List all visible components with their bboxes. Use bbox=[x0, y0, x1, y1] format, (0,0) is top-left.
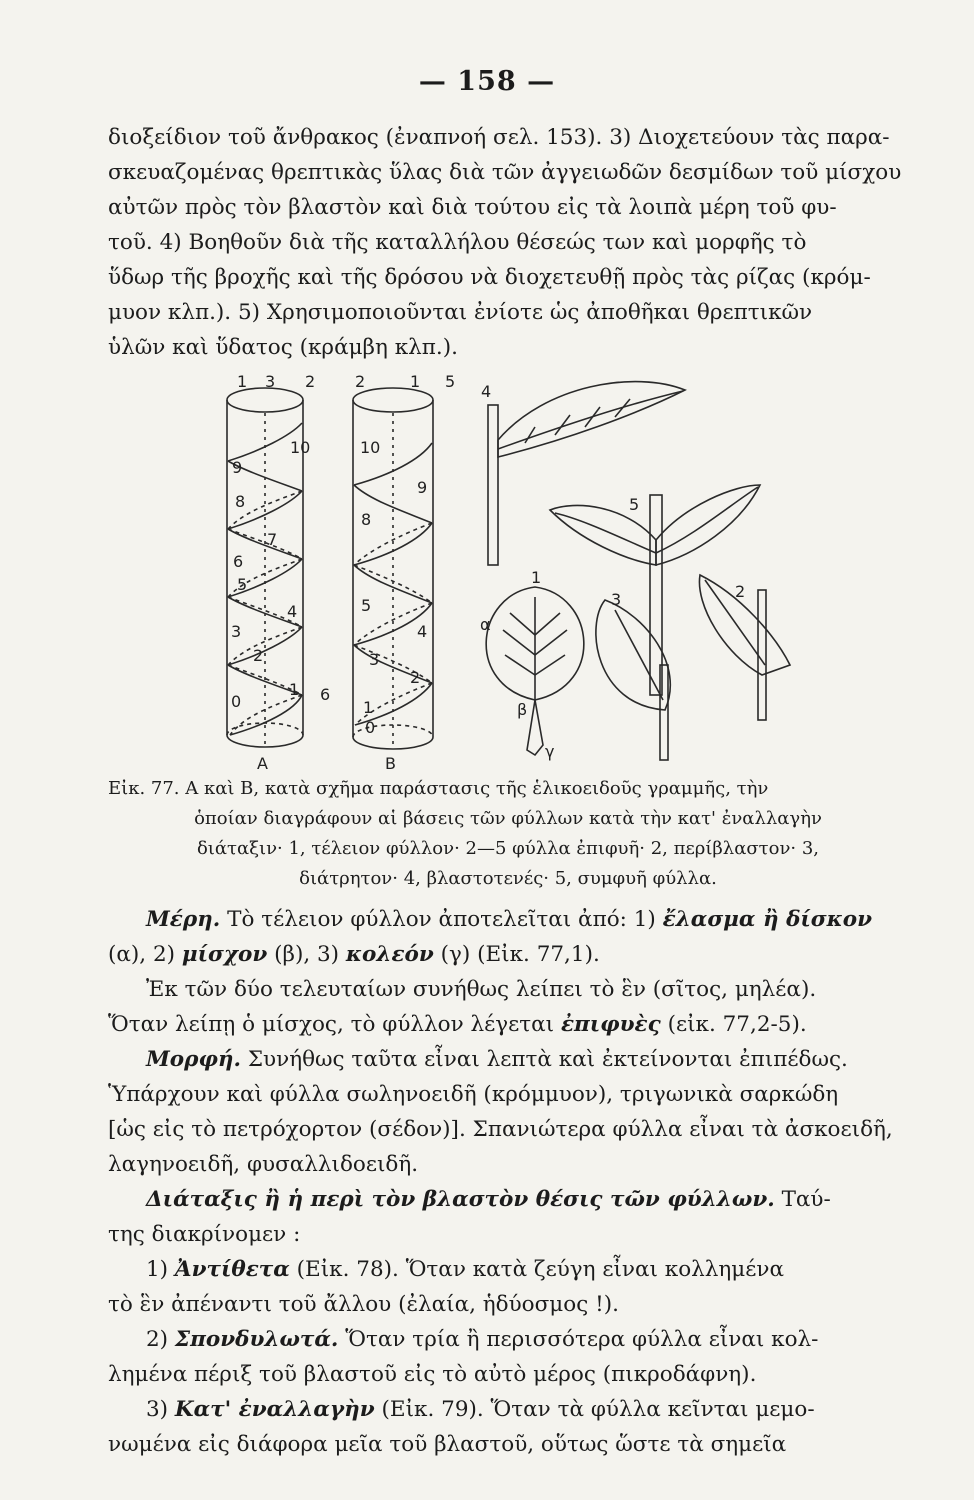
cyl-b-num: 3 bbox=[369, 650, 380, 669]
term-alternate: Κατ' ἐναλλαγὴν bbox=[174, 1397, 375, 1422]
item-number: 2) bbox=[146, 1327, 169, 1352]
cyl-b-num: 0 bbox=[365, 718, 376, 737]
text-line: λημένα πέριξ τοῦ βλαστοῦ εἰς τὸ αὐτὸ μέρος (πικροδάφνη). bbox=[108, 1362, 757, 1387]
page-number: — 158 — bbox=[418, 66, 556, 97]
text-line: τὸ ἓν ἀπέναντι τοῦ ἄλλου (ἐλαία, ἡδύοσμος !). bbox=[108, 1292, 619, 1317]
text-line: τοῦ. 4) Βοηθοῦν διὰ τῆς καταλλήλου θέσεώς των καὶ μορφῆς τὸ bbox=[108, 230, 807, 255]
leaf-label-2: 2 bbox=[735, 582, 746, 601]
text-span: (α), 2) bbox=[108, 942, 176, 967]
text-span: (εἰκ. 77,2-5). bbox=[667, 1012, 807, 1037]
text-span: Συνήθως ταῦτα εἶναι λεπτὰ καὶ ἐκτείνονται ἐπιπέδως. bbox=[247, 1047, 848, 1072]
text-line: αὐτῶν πρὸς τὸν βλαστὸν καὶ διὰ τούτου εἰς τὰ λοιπὰ μέρη τοῦ φυ- bbox=[108, 195, 837, 220]
cyl-a-num: 1 bbox=[289, 680, 300, 699]
term-opposite: Ἀντίθετα bbox=[174, 1257, 290, 1282]
term-whorled: Σπονδυλωτά. bbox=[174, 1327, 339, 1352]
text-span: (Εἰκ. 78). Ὅταν κατὰ ζεύγη εἶναι κολλημένα bbox=[296, 1257, 784, 1282]
cyl-b-top-1: 1 bbox=[410, 372, 421, 391]
cyl-b-num: 2 bbox=[410, 668, 421, 687]
text-line: διοξείδιον τοῦ ἄνθρακος (ἐναπνοή σελ. 153). 3) Διοχετεύουν τὰς παρα- bbox=[108, 125, 890, 150]
cyl-a-top-2: 2 bbox=[305, 372, 316, 391]
term-petiole: μίσχον bbox=[181, 942, 268, 967]
leaf-label-1: 1 bbox=[531, 568, 542, 587]
caption-line: διάταξιν· 1, τέλειον φύλλον· 2—5 φύλλα ἐπιφυῆ· 2, περίβλαστον· 3, bbox=[196, 838, 820, 859]
cyl-a-top-3: 3 bbox=[265, 372, 276, 391]
label-6: 6 bbox=[320, 685, 331, 704]
text-span: Ταύ- bbox=[781, 1187, 831, 1212]
term-sheath: κολεόν bbox=[345, 942, 434, 967]
term-arrangement: Διάταξις ἢ ἡ περὶ τὸν βλαστὸν θέσις τῶν φύλλων. bbox=[146, 1187, 775, 1212]
cyl-a-num: 4 bbox=[287, 602, 298, 621]
text-span: (β), 3) bbox=[274, 942, 340, 967]
cyl-a-num: 9 bbox=[232, 458, 243, 477]
text-span: Τὸ τέλειον φύλλον ἀποτελεῖται ἀπό: 1) bbox=[227, 907, 656, 932]
caption-line: Εἰκ. 77. Α καὶ Β, κατὰ σχῆμα παράστασις τῆς ἑλικοειδοῦς γραμμῆς, τὴν bbox=[108, 778, 769, 799]
item-number: 3) bbox=[146, 1397, 169, 1422]
cyl-b-num: 9 bbox=[417, 478, 428, 497]
cyl-b-num: 8 bbox=[361, 510, 372, 529]
text-span: (Εἰκ. 79). Ὅταν τὰ φύλλα κεῖνται μεμο- bbox=[381, 1397, 815, 1422]
cyl-a-num: 5 bbox=[237, 575, 248, 594]
cyl-b-num: 10 bbox=[360, 438, 381, 457]
cyl-a-num: 2 bbox=[253, 646, 264, 665]
leaf-label-alpha: α bbox=[480, 615, 491, 634]
caption-line: διάτρητον· 4, βλαστοτενές· 5, συμφυῆ φύλλα. bbox=[299, 868, 717, 889]
cyl-a-num: 7 bbox=[267, 530, 278, 549]
text-line: Ὑπάρχουν καὶ φύλλα σωληνοειδῆ (κρόμμυον), τριγωνικὰ σαρκώδη bbox=[108, 1082, 839, 1107]
cyl-b-num: 5 bbox=[361, 596, 372, 615]
leaf-label-gamma: γ bbox=[545, 742, 555, 761]
term-blade: ἔλασμα ἢ δίσκον bbox=[662, 907, 873, 932]
list-item bbox=[108, 1392, 908, 1427]
figure-77 bbox=[205, 365, 795, 775]
cyl-b-top-5: 5 bbox=[445, 372, 456, 391]
caption-line: ὁποίαν διαγράφουν αἱ βάσεις τῶν φύλλων κατὰ τὴν κατ' ἐναλλαγὴν bbox=[194, 808, 822, 829]
text-span: Ὅταν τρία ἢ περισσότερα φύλλα εἶναι κολ- bbox=[345, 1327, 819, 1352]
intro-paragraph bbox=[108, 120, 908, 365]
body-text bbox=[108, 902, 908, 1462]
leaf-label-3: 3 bbox=[611, 590, 622, 609]
leaf-5-drawing bbox=[550, 485, 760, 695]
text-line: νωμένα εἰς διάφορα μεῖα τοῦ βλαστοῦ, οὕτως ὥστε τὰ σημεῖα bbox=[108, 1432, 787, 1457]
list-item bbox=[108, 1252, 908, 1287]
figure-caption bbox=[108, 774, 908, 894]
leaf-3-drawing bbox=[596, 600, 670, 760]
leaf-1-drawing bbox=[486, 587, 584, 755]
leaf-label-4: 4 bbox=[481, 382, 492, 401]
cyl-a-num: 10 bbox=[290, 438, 311, 457]
term-sessile: ἐπιφυὲς bbox=[560, 1012, 661, 1037]
text-line: σκευαζομένας θρεπτικὰς ὕλας διὰ τῶν ἀγγειωδῶν δεσμίδων τοῦ μίσχου bbox=[108, 160, 902, 185]
cyl-a-num: 6 bbox=[233, 552, 244, 571]
text-line bbox=[108, 937, 908, 972]
figure-illustration bbox=[205, 365, 795, 775]
cyl-b-num: 1 bbox=[363, 698, 374, 717]
text-line bbox=[108, 1007, 908, 1042]
text-line: λαγηνοειδῆ, φυσαλλιδοειδῆ. bbox=[108, 1152, 419, 1177]
term-shape: Μορφή. bbox=[146, 1047, 242, 1072]
leaf-label-beta: β bbox=[517, 700, 528, 719]
term-parts: Μέρη. bbox=[146, 907, 221, 932]
text-span: Ὅταν λείπῃ ὁ μίσχος, τὸ φύλλον λέγεται bbox=[108, 1012, 555, 1037]
cyl-a-top-1: 1 bbox=[237, 372, 248, 391]
cylinder-b-label: B bbox=[385, 754, 396, 773]
cylinder-a-label: A bbox=[257, 754, 268, 773]
text-line: ὕδωρ τῆς βροχῆς καὶ τῆς δρόσου νὰ διοχετευθῇ πρὸς τὰς ρίζας (κρόμ- bbox=[108, 265, 871, 290]
text-line: Ἐκ τῶν δύο τελευταίων συνήθως λείπει τὸ ἓν (σῖτος, μηλέα). bbox=[146, 977, 817, 1002]
leaf-label-5: 5 bbox=[629, 495, 640, 514]
text-line: [ὡς εἰς τὸ πετρόχορτον (σέδον)]. Σπανιώτερα φύλλα εἶναι τὰ ἀσκοειδῆ, bbox=[108, 1117, 893, 1142]
list-item bbox=[108, 1322, 908, 1357]
text-line: ὑλῶν καὶ ὕδατος (κράμβη κλπ.). bbox=[108, 335, 458, 360]
shape-paragraph bbox=[108, 1042, 908, 1077]
cyl-b-num: 4 bbox=[417, 622, 428, 641]
cyl-a-num: 3 bbox=[231, 622, 242, 641]
text-line: της διακρίνομεν : bbox=[108, 1222, 301, 1247]
parts-paragraph bbox=[108, 902, 908, 937]
text-span: (γ) (Εἰκ. 77,1). bbox=[440, 942, 600, 967]
item-number: 1) bbox=[146, 1257, 169, 1282]
cyl-a-num: 8 bbox=[235, 492, 246, 511]
cyl-a-num: 0 bbox=[231, 692, 242, 711]
text-line: μυον κλπ.). 5) Χρησιμοποιοῦνται ἐνίοτε ὡς ἀποθῆκαι θρεπτικῶν bbox=[108, 300, 813, 325]
arrangement-paragraph bbox=[108, 1182, 908, 1217]
cyl-b-top-2: 2 bbox=[355, 372, 366, 391]
